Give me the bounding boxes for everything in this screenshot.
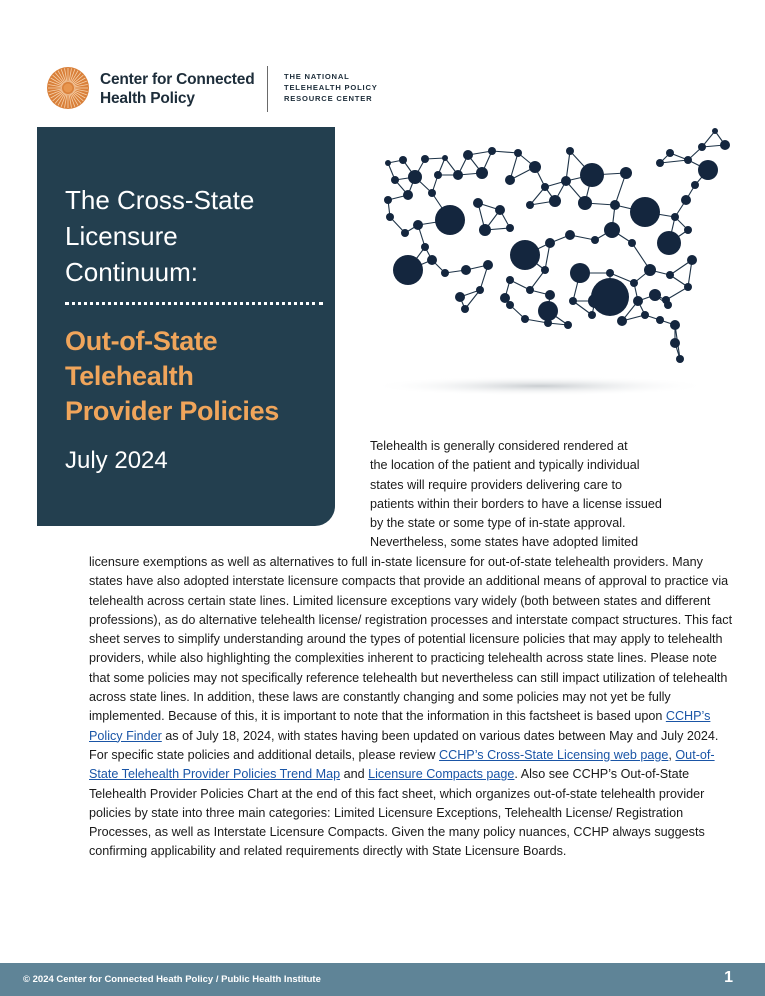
intro-paragraph: Telehealth is generally considered rendered at the location of the patient and typically individual states will require providers delivering care to patients within their borders to have a license issued by the state or some type of in-state approval. Nevertheless, some states have adopted limited [370, 439, 662, 550]
page-number: 1 [724, 969, 733, 986]
cross-state-licensing-link[interactable]: CCHP’s Cross-State Licensing web page [439, 747, 669, 762]
body-text-segment: and [340, 767, 369, 782]
body-text-segment: licensure exemptions as well as alternatives to full in-state licensure for out-of-state telehealth providers. Many states have also adopted interstate licensure compacts that provide an additional means of approval to practice via telehealth across certain state lines. Limited licensure exceptions vary widely (both between states and different professions), as do alternative telehealth license/ registration processes and interstate compact structures. This fact sheet serves to simplify understanding around the types of potential licensure policies that may apply to telehealth providers, while also highlighting the complexities inherent to practicing telehealth across state lines. Please note that some policies may not specifically reference telehealth but nevertheless can still impact utilization of telehealth across state lines. In addition, these laws are constantly changing and some policies may not yet be fully implemented. Because of this, it is important to note that the information in this factsheet is based upon [89, 555, 733, 724]
body-text-segment: . Also see CCHP’s Out-of-State Telehealth Provider Policies Chart at the end of this fact sheet, which organizes out-of-state telehealth provider policies by state into three main categories: Limited Licensure Exceptions, Telehealth License/ Registration Processes, as well as Interstate Licensure Compacts. Given the many policy nuances, CCHP always suggests confirming applicability and related requirements directly with State Licensure Boards. [89, 767, 705, 859]
trend-map-link[interactable]: Out-of-State Telehealth Provider Policies Trend Map [89, 747, 715, 782]
body-paragraph [89, 553, 739, 862]
header-logo [46, 66, 406, 114]
org-tagline: THE NATIONAL TELEHEALTH POLICY RESOURCE CENTER [284, 72, 378, 103]
page-title: The Cross-State Licensure Continuum: [65, 185, 255, 287]
logo-divider [267, 66, 268, 112]
policy-finder-link[interactable]: CCHP’s Policy Finder [89, 709, 711, 743]
hero-panel [37, 127, 335, 526]
page-subtitle: Out-of-State Telehealth Provider Policies [65, 326, 279, 426]
footer-copyright: © 2024 Center for Connected Heath Policy / Public Health Institute [23, 974, 321, 985]
licensure-compacts-link[interactable]: Licensure Compacts page [368, 767, 515, 782]
body-text-segment: as of July 18, 2024, with states having been updated on various dates between May and July 2024. For specific state policies and additional details, please review [89, 728, 719, 762]
org-name: Center for Connected Health Policy [100, 71, 255, 107]
publication-date: July 2024 [65, 447, 168, 474]
page-footer [0, 963, 765, 996]
dotted-divider [65, 302, 323, 305]
body-text-segment: , [668, 747, 676, 762]
us-network-map-illustration [370, 125, 742, 410]
sunburst-logo-icon [46, 66, 90, 110]
